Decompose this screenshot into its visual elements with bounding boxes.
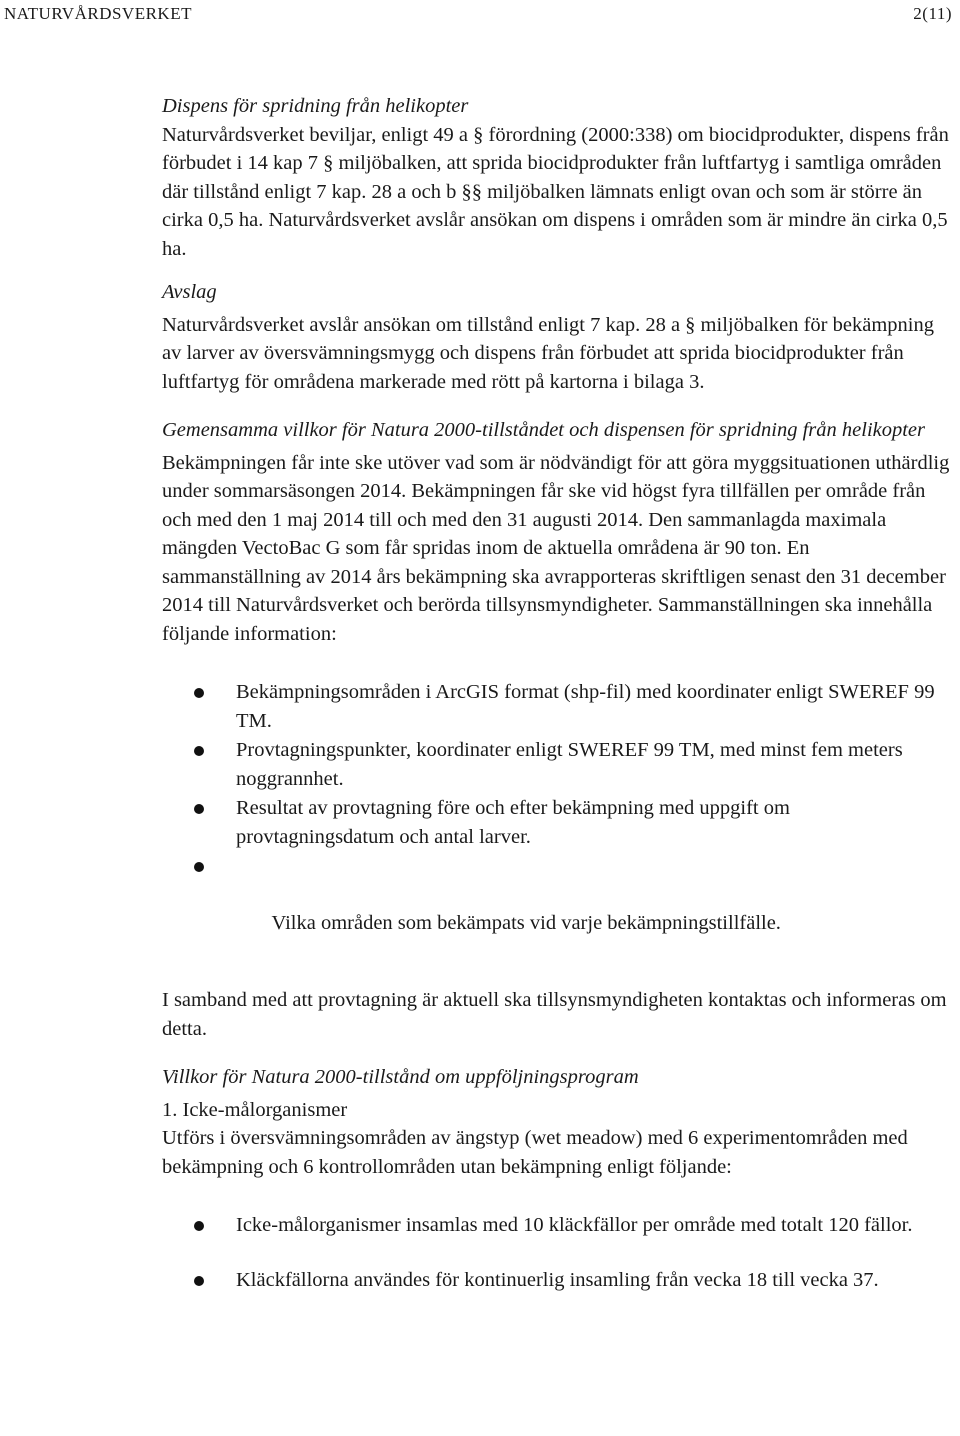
section-closing-paragraph: I samband med att provtagning är aktuell ska tillsynsmyndigheten kontaktas och informeras om detta. [162, 989, 947, 1040]
bullet-icon [194, 1221, 204, 1231]
bullet-icon [194, 1276, 204, 1286]
bullet-icon [194, 862, 204, 872]
list-item-text: Icke-målorganismer insamlas med 10 kläckfällor per område med totalt 120 fällor. [236, 1214, 913, 1236]
list-item [162, 794, 952, 851]
section-subheading-icke-malorganismer: 1. Icke-målorganismer [162, 1098, 348, 1121]
document-body [162, 92, 952, 1294]
list-item-text: Kläckfällorna användes för kontinuerlig insamling från vecka 18 till vecka 37. [236, 1268, 879, 1291]
section-paragraph-dispens: Naturvårdsverket beviljar, enligt 49 a § förordning (2000:338) om biocidprodukter, dispens från förbudet i 14 kap 7 § miljöbalken, att sprida biocidprodukter från luftfartyg i samtliga områden där tillstånd enligt 7 kap. 28 a och b §§ miljöbalken lämnats enligt ovan och som är större än cirka 0,5 ha. Naturvårdsverket avslår ansökan om dispens i områden som är mindre än cirka 0,5 ha. [162, 123, 949, 260]
section-heading-dispens: Dispens för spridning från helikopter [162, 95, 469, 117]
list-item [162, 1266, 952, 1295]
list-item-text: Vilka områden som bekämpats vid varje bekämpningstillfälle. [266, 912, 781, 934]
list-item-text: Resultat av provtagning före och efter bekämpning med uppgift om provtagningsdatum och antal larver. [236, 797, 790, 848]
organization-name: NATURVÅRDSVERKET [4, 4, 192, 23]
section-heading-gemensamma-villkor: Gemensamma villkor för Natura 2000-tillståndet och dispensen för spridning från helikopter [162, 419, 926, 441]
section-paragraph-uppfoljning: Utförs i översvämningsområden av ängstyp (wet meadow) med 6 experimentområden med bekämpning och 6 kontrollområden utan bekämpning enligt följande: [162, 1127, 908, 1178]
list-item [162, 678, 952, 735]
bullet-icon [194, 746, 204, 756]
information-list [162, 678, 952, 966]
section-heading-uppfoljningsprogram: Villkor för Natura 2000-tillstånd om uppföljningsprogram [162, 1066, 639, 1088]
list-item-text: Provtagningspunkter, koordinater enligt SWEREF 99 TM, med minst fem meters noggrannhet. [236, 739, 903, 790]
list-item-text: Bekämpningsområden i ArcGIS format (shp-fil) med koordinater enligt SWEREF 99 TM. [236, 681, 935, 732]
page-number: 2(11) [913, 4, 952, 23]
list-item [162, 736, 952, 793]
bullet-icon [194, 688, 204, 698]
section-heading-avslag: Avslag [162, 281, 217, 303]
section-paragraph-avslag: Naturvårdsverket avslår ansökan om tillstånd enligt 7 kap. 28 a § miljöbalken för bekämpning av larver av översvämningsmygg och dispens från förbudet att sprida biocidprodukter från luftfartyg för områdena markerade med rött på kartorna i bilaga 3. [162, 313, 934, 393]
page-header [4, 4, 952, 28]
uppfoljning-list [162, 1211, 952, 1294]
bullet-icon [194, 804, 204, 814]
list-item [162, 852, 952, 966]
section-paragraph-gemensamma-villkor: Bekämpningen får inte ske utöver vad som är nödvändigt för att göra myggsituationen uthärdlig under sommarsäsongen 2014. Bekämpningen får ske vid högst fyra tillfällen per område från och med den 1 maj 2014 till och med den 31 augusti 2014. Den sammanlagda maximala mängden VectoBac G som får spridas inom de aktuella områdena är 90 ton. En sammanställning av 2014 års bekämpning ska avrapporteras skriftligen senast den 31 december 2014 till Naturvårdsverket och berörda tillsynsmyndigheter. Sammanställningen ska innehålla följande information: [162, 451, 950, 645]
list-item [162, 1211, 952, 1240]
